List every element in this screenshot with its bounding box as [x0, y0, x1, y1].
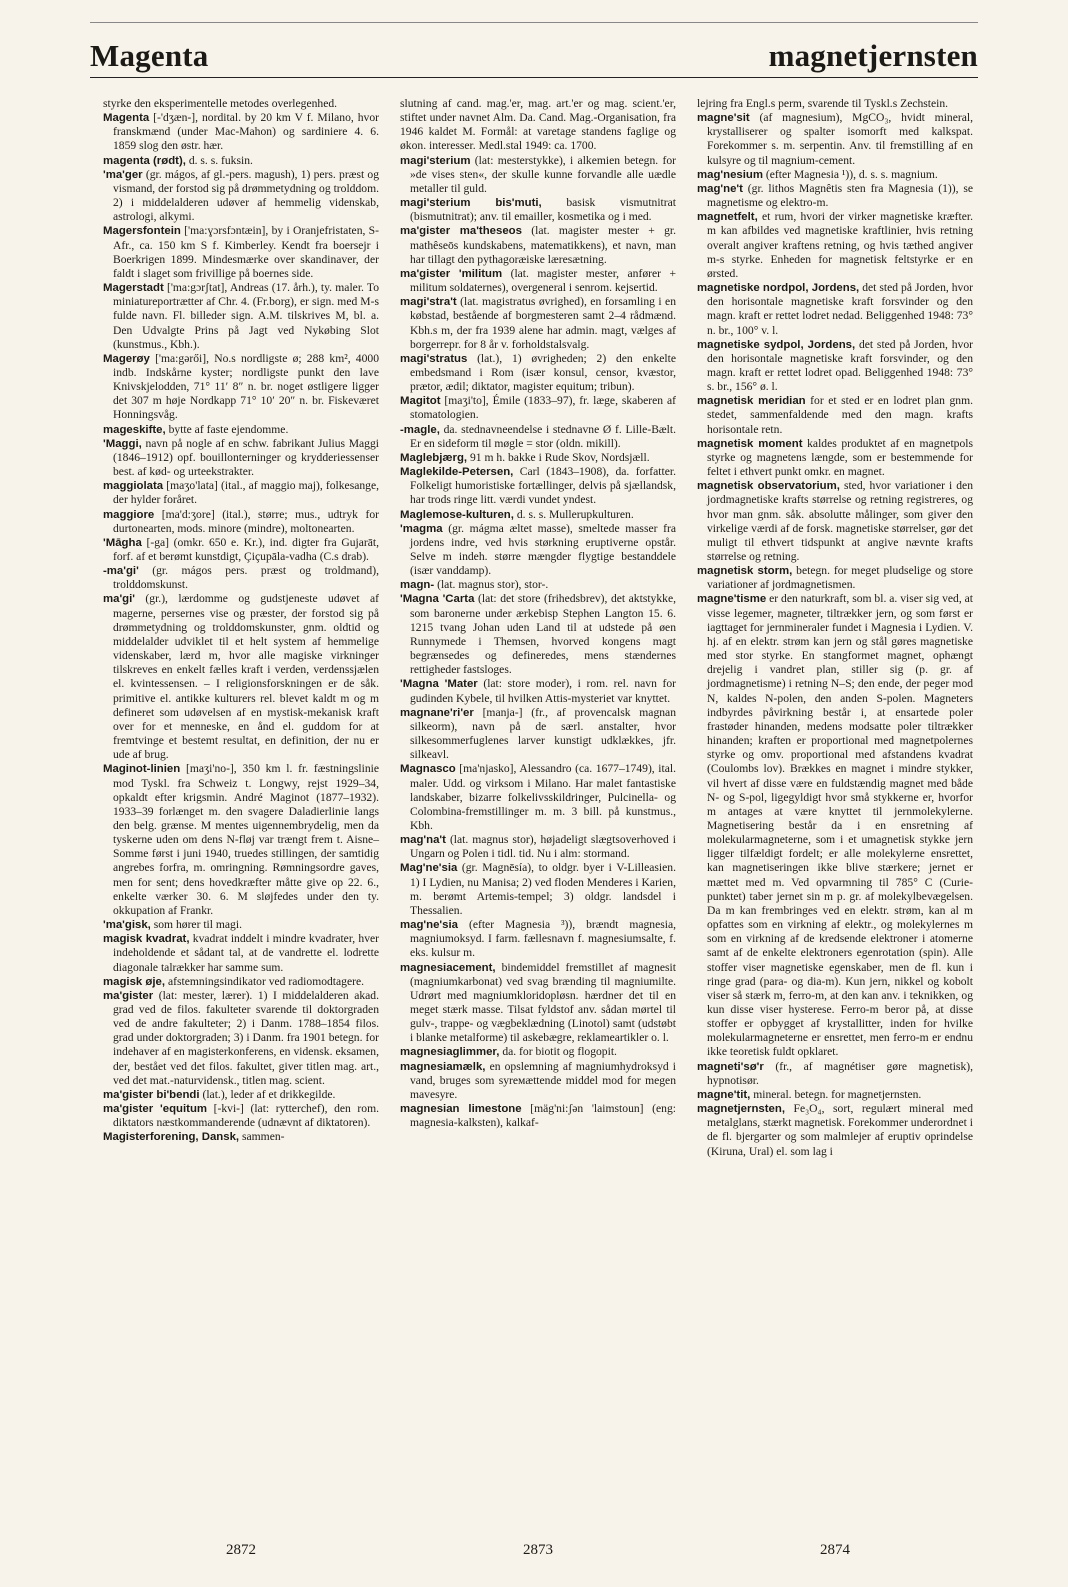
- entry-text: lejring fra Engl.s perm, svarende til Tyskl.s Zechstein.: [697, 97, 949, 110]
- dictionary-entry: [103, 97, 379, 111]
- dictionary-entry: [400, 394, 676, 422]
- dictionary-entry: [400, 762, 676, 833]
- dictionary-entry: [400, 295, 676, 352]
- page-number-middle: 2873: [523, 1542, 553, 1558]
- column-right: [697, 97, 973, 1159]
- entry-text: d. s. s. fuksin.: [188, 153, 253, 167]
- entry-headword: 'Magna 'Carta: [400, 593, 475, 606]
- dictionary-entry: [400, 578, 676, 592]
- entry-text: afstemningsindikator ved radiomodtagere.: [167, 974, 365, 988]
- entry-headword: magnesiaglimmer,: [400, 1046, 500, 1059]
- entry-text: (gr. lithos Magnêtis sten fra Magnesia (1)), se magnetisme og elektro-m.: [707, 181, 973, 210]
- dictionary-entry: [103, 1088, 379, 1102]
- entry-headword: ma'gister 'militum: [400, 267, 503, 280]
- dictionary-entry: [103, 437, 379, 479]
- dictionary-entry: [103, 932, 379, 974]
- dictionary-entry: [103, 564, 379, 592]
- entry-headword: maggiore: [103, 508, 155, 521]
- entry-text: (gr.), lærdomme og gudstjeneste udøvet af magerne, persernes vise og præster, der forstod sig på drømmetydning og trolddomskunster, gnm. oldtid og middelalder udviklet til et helt system af hemmelige videnskaber, lærd m, hvor alle magiske virkninger tilskreves en enkelt fælles kraft i verden, verdenssjælen el. kvintessensen. – I religionsforskningen er de såk. primitive el. antikke kulturers rel. blevet kaldt m og m defineret som udøvelsen af en mystisk-mekanisk kraft over for et menneske, en ånd el. guddom for at fremtvinge et bestemt resultat, en definition, der nu er ude af brug.: [113, 592, 379, 762]
- dictionary-entry: [103, 168, 379, 225]
- dictionary-entry: [400, 1045, 676, 1059]
- entry-text: [mäg'ni:ʃən 'laimstoun] (eng: magnesia-kalksten), kalkaf-: [410, 1102, 676, 1130]
- entry-text: ['ma:gɔrʃtat], Andreas (17. årh.), ty. maler. To miniatureportrætter af Chr. 4. (Fr.borg), er sign. med M-s fulde navn. Fl. billeder sign. A.M. tilskrives M, bl. a. Den Udvalgte Prins på Jagt ved Nykøbing Slot (kunstmus., Kbh.).: [113, 281, 379, 351]
- header-left-guide-word: Magenta: [90, 38, 209, 73]
- entry-headword: magi'stra't: [400, 296, 457, 309]
- entry-headword: magisk øje,: [103, 975, 166, 988]
- entry-text: navn på nogle af en schw. fabrikant Julius Maggi (1846–1912) opf. bouillonterninger og krydderiessenser best. af kød- og urteekstrakter.: [113, 436, 379, 479]
- entry-headword: magnetisk moment: [697, 437, 803, 450]
- entry-headword: Magitot: [400, 395, 441, 408]
- entry-headword: magnesian limestone: [400, 1103, 522, 1116]
- dictionary-entry: [400, 592, 676, 677]
- entry-text: (lat. magnus stor), stor-.: [437, 578, 549, 592]
- dictionary-entry: [697, 182, 973, 210]
- running-header: [90, 38, 978, 74]
- entry-headword: Mag'ne'sia: [400, 862, 458, 875]
- dictionary-entry: [400, 961, 676, 1046]
- dictionary-entry: [400, 97, 676, 154]
- dictionary-entry: [400, 706, 676, 763]
- entry-text: (lat.), 1) øvrigheden; 2) den enkelte embedsmand i Rom (især konsul, censor, kvæstor, prætor, ædil; diktator, magister equitum; tribun).: [410, 351, 676, 394]
- dictionary-entry: [697, 1102, 973, 1159]
- entry-text: (lat: store moder), i rom. rel. navn for gudinden Kybele, til hvilken Attis-mysteriet var knyttet.: [410, 677, 676, 705]
- entry-headword: mageskifte,: [103, 423, 166, 436]
- entry-text: et rum, hvori der virker magnetiske kræfter. m kan afbildes ved magnetiske kraftlinier, hvis retning overalt angiver kraftens retning, og hvis tæthed angiver m-s styrke. Enheden for magnetisk feltstyrke er en ørsted.: [707, 210, 974, 280]
- entry-headword: mag'ne't: [697, 182, 743, 195]
- dictionary-entry: [103, 479, 379, 507]
- entry-text: Fe₃O₄, sort, regulært mineral med metalglans, stærkt magnetisk. Forekommer underordnet i de fl. bjergarter og som malmlejer af eruptiv oprindelse (Kiruna, Ural) el. som lag i: [707, 1102, 973, 1158]
- dictionary-entry: [103, 762, 379, 918]
- entry-text: ['ma:ɣɔrsfɔntæin], by i Oranjefristaten, S-Afr., ca. 150 km S f. Kimberley. Kendt fra boersejr i Boerkrigen 1899. Mindesmærke over skandinaver, der faldt i slaget som frivillige på boernes side.: [113, 224, 379, 280]
- entry-headword: 'ma'ger: [103, 168, 143, 181]
- entry-headword: magnetiske sydpol, Jordens,: [697, 338, 856, 351]
- entry-headword: -magle,: [400, 423, 440, 436]
- entry-text: (lat: det store (frihedsbrev), det aktstykke, som baronerne under ærkebisp Stephen Langton 15. 6. 1215 tvang Johan uden Land til at udstede på øen Runnymede i Themsen, hvorved kongens magt begrænsedes og defineredes, mens stændernes rettigheder fastsloges.: [410, 592, 676, 677]
- entry-text: som hører til magi.: [153, 918, 242, 932]
- entry-text: bytte af faste ejendomme.: [168, 422, 289, 436]
- entry-text: (efter Magnesia ¹)), d. s. s. magnium.: [765, 167, 938, 181]
- dictionary-entry: [103, 1102, 379, 1130]
- dictionary-entry: [103, 975, 379, 989]
- dictionary-entry: [103, 281, 379, 352]
- entry-headword: magne'tit,: [697, 1088, 751, 1101]
- dictionary-entry: [697, 394, 973, 436]
- dictionary-entry: [697, 210, 973, 281]
- entry-headword: ma'gister bi'bendi: [103, 1088, 200, 1101]
- dictionary-entry: [103, 111, 379, 153]
- entry-headword: magnetjernsten,: [697, 1103, 785, 1116]
- dictionary-entry: [400, 833, 676, 861]
- entry-text: kvadrat inddelt i mindre kvadrater, hver indeholdende et sådant tal, at de vandrette el. lodrette diagonale talrækker har samme sum.: [113, 932, 380, 974]
- columns: [103, 97, 973, 1159]
- entry-headword: magi'sterium: [400, 154, 471, 167]
- column-left: [103, 97, 379, 1159]
- entry-headword: magnetisk storm,: [697, 565, 793, 578]
- entry-text: bindemiddel fremstillet af magnesit (magniumkarbonat) ved svag brænding til magniumilte. Udrørt med magniumkloridopløsn. hærdner det til en meget stærk masse. Tilsat fyldstof anv. sådan mørtel til gulv-, trappe- og vægbeklædning (Linotol) samt (udstøbt i blanke metalforme) til askebægre, reklameartikler o. l.: [410, 960, 676, 1045]
- entry-text: (lat. magistratus øvrighed), en forsamling i en købstad, bestående af borgmesteren samt 2–4 rådmænd. Kbh.s m, der fra 1939 alene har admin. magt, vælges af borgerrepr. for 8 år v. forholdstalsvalg.: [410, 295, 677, 351]
- dictionary-entry: [697, 338, 973, 395]
- dictionary-entry: [400, 352, 676, 394]
- entry-headword: Magenta: [103, 112, 150, 125]
- entry-text: da. for biotit og flogopit.: [502, 1045, 617, 1059]
- dictionary-entry: [697, 168, 973, 182]
- entry-headword: Magisterforening, Dansk,: [103, 1131, 240, 1144]
- entry-text: [-kvi-] (lat: rytterchef), den rom. diktators næstkommanderende (udnævnt af diktatoren).: [113, 1102, 379, 1130]
- dictionary-entry: [103, 508, 379, 536]
- dictionary-entry: [697, 97, 973, 111]
- entry-headword: Maglemose-kulturen,: [400, 508, 514, 521]
- dictionary-entry: [697, 111, 973, 168]
- entry-headword: Maglekilde-Petersen,: [400, 466, 514, 479]
- entry-text: en opslemning af magniumhydroksyd i vand, bruges som syreмættende middel mod for megen mavesyre.: [410, 1059, 676, 1101]
- dictionary-entry: [400, 677, 676, 705]
- dictionary-entry: [400, 861, 676, 918]
- entry-text: (gr. Magnēsía), to oldgr. byer i V-Lilleasien. 1) I Lydien, nu Manisa; 2) ved floden Menderes i Karien, m. berømt Artemis-tempel; 3) oldgr. landsdel i Thessalien.: [410, 861, 676, 917]
- dictionary-entry: [400, 423, 676, 451]
- entry-text: d. s. s. Mullerupkulturen.: [516, 507, 634, 521]
- dictionary-entry: [697, 592, 973, 1059]
- entry-headword: Magersfontein: [103, 225, 181, 238]
- entry-headword: mag'nesium: [697, 168, 764, 181]
- dictionary-entry: [400, 224, 676, 266]
- dictionary-entry: [103, 536, 379, 564]
- entry-text: [maʒi'no-], 350 km l. fr. fæstningslinie mod Tyskl. fra Schweiz t. Longwy, rejst 1929–34, opkaldt efter krigsmin. André Maginot (1877–1932). 1933–39 forlænget m. den svagere Daladierlinie langs den belg. grænse. M mentes uigennembrydelig, men da tyskerne uden om dens N-fløj var trængt frem t. Aisne–Somme først i juni 1940, truedes stillingen, der samtidig angrebes forfra, m. omringning. Rømningsordre gaves, men for sent; dens hovedkræfter måtte give op 22. 6., enkelte værker 30. 6. M sløjfedes under den ty. okkupation af Frankr.: [113, 762, 379, 917]
- dictionary-entry: [103, 1130, 379, 1144]
- entry-headword: magn-: [400, 579, 435, 592]
- dictionary-entry: [697, 1088, 973, 1102]
- entry-headword: 'magma: [400, 522, 443, 535]
- entry-text: styrke den eksperimentelle metodes overlegenhed.: [103, 97, 338, 110]
- entry-text: 91 m h. bakke i Rude Skov, Nordsjæll.: [470, 450, 650, 464]
- dictionary-entry: [400, 451, 676, 465]
- entry-text: (efter Magnesia ³)), brændt magnesia, magniumoksyd. I farm. fællesnavn f. magnesiumsalte, f. eks. kulsur m.: [410, 918, 676, 960]
- entry-headword: magi'stratus: [400, 352, 468, 365]
- dictionary-entry: [400, 508, 676, 522]
- entry-text: (lat. magister mester + gr. mathêseōs kundskabens, matematikkens), et navn, man har tillagt den pythagoræiske læresætning.: [410, 224, 676, 266]
- entry-text: Carl (1843–1908), da. forfatter. Folkeligt humoristiske fortællinger, delvis på sjællandsk, har trods ringe litt. værdi vundet yndest.: [410, 465, 676, 507]
- entry-headword: 'Magna 'Mater: [400, 678, 478, 691]
- entry-headword: magisk kvadrat,: [103, 933, 190, 946]
- entry-text: det sted på Jorden, hvor den horisontale magnetiske kraft forsvinder og den magn. kraft er rettet lodret nedad. Beliggenhed 1948: 73° n. br., 100° v. l.: [707, 281, 974, 337]
- entry-headword: 'ma'gisk,: [103, 919, 151, 932]
- entry-headword: 'Maggi,: [103, 437, 142, 450]
- entry-text: (gr. mágma æltet masse), smeltede masser fra jordens indre, ved hvis størkning eruptiverne opstår. Selve m indeh. større mængder flygtige bestanddele (især vanddamp).: [410, 521, 676, 578]
- entry-headword: ma'gister ma'theseos: [400, 225, 522, 238]
- entry-text: er den naturkraft, som bl. a. viser sig ved, at visse legemer, magneter, tiltrækker jern, og som først er iagttaget for jernmineraler fundet i Magnesia i Lydien. V. hj. af en elektr. strøm kan jern og stål gøres magnetiske med stor styrke. En stangformet magnet, ophængt drejelig i vandret plan, stiller sig (p. gr. af jordmagnetisme) i retning N–S; den ende, der peger mod N, kaldes N-polen, den anden S-polen. Magneters indbyrdes påvirkning består i, at ensartede poler frastøder hinanden, medens modsatte poler tiltrækker hinanden; kraften er proportional med magnetpolernes styrke og omv. proportional med afstandens kvadrat (Coulombs lov). Brækkes en magnet i mindre stykker, vil hvert af disse være en fuldstændig magnet med både N- og S-pol, ligegyldigt hvor små stykkerne er, hvorfor m antages at være knyttet til jernmolekylerne. Magnetisering består da i en ensretning af molekularmagneterne, som i et umagnetisk stykke jern ligger tilfældigt fordelt; er alle molekylerne ensrettet, kan magnetiseringen ikke blive stærkere; jernet er mættet med m. Ved opvarmning til 785° C (Curie-punktet) taber jernet sin m p. gr. af molekylbevægelsen. Da m kan frembringes ved en elektr. strøm, kan al m opfattes som en virkning af elektr., og molekylernes m som en virkning af de kredsende elektroner i atomerne samt af de enkelte elektroners egenrotation (spin). Alle stoffer viser magnetiske egenskaber, men de fl. kun i ringe grad (para- og dia-m). Kun jern, nikkel og kobolt viser så stærk m, ferro-m, at den kan anv. i teknikken, og kun disse viser hysterese. Ferro-m beror på, at disse stoffer er opbygget af krystallitter, inden for hvilke molekularmagneterne er ensrettet, men ferro-m er endnu ikke teoretisk fuldt opklaret.: [707, 592, 974, 1059]
- entry-text: for et sted er en lodret plan gnm. stedet, sammenfaldende med den magn. krafts horisontale retn.: [707, 394, 973, 436]
- dictionary-entry: [400, 267, 676, 295]
- entry-headword: magnesiacement,: [400, 961, 496, 974]
- entry-headword: Magerstadt: [103, 282, 164, 295]
- entry-text: (lat: mester, lærer). 1) I middelalderen akad. grad ved de filos. fakulteter svarende til doktorgraden ved de andre fakulteter; 2) i Danm. 1788–1854 filos. grad under doktorgraden; 3) i Danm. fra 1901 betegn. for indehaver af en magisterkonferens, en vidensk. eksamen, der, bestået ved det filos. fakultet, giver titlen mag. art., ved det mat.-naturvidensk., titlen mag. scient.: [113, 988, 379, 1087]
- entry-headword: magnane'ri'er: [400, 706, 474, 719]
- dictionary-entry: [697, 437, 973, 479]
- entry-text: (fr., af magnétiser gøre magnetisk), hypnotisør.: [707, 1059, 973, 1087]
- entry-text: (af magnesium), MgCO₃, hvidt mineral, krystalliserer og spalter isomorft med kalkspat. Forekommer s. m. serpentin. Anv. til fremstilling af en kulsyre og til magnium-cement.: [707, 111, 973, 167]
- dictionary-entry: [697, 564, 973, 592]
- entry-text: [-ga] (omkr. 650 e. Kr.), ind. digter fra Gujarāt, forf. af et berømt kunstdigt, Çiçupāla-vadha (C.s drab).: [113, 535, 379, 563]
- entry-headword: Maglebjærg,: [400, 451, 468, 464]
- entry-text: (gr. mágos pers. præst og troldmand), trolddomskunst.: [113, 564, 379, 592]
- dictionary-entry: [103, 154, 379, 168]
- dictionary-entry: [400, 522, 676, 579]
- entry-headword: Maginot-linien: [103, 763, 181, 776]
- dictionary-entry: [103, 989, 379, 1088]
- dictionary-entry: [103, 224, 379, 281]
- entry-text: [ma'd:ʒore] (ital.), større; mus., udtryk for durtonearten, mods. minore (mindre), moltonearten.: [113, 507, 379, 535]
- entry-headword: mag'na't: [400, 834, 446, 847]
- dictionary-entry: [400, 1102, 676, 1130]
- page-number-right: 2874: [820, 1542, 850, 1558]
- page-numbers: [103, 1542, 973, 1559]
- entry-headword: ma'gister: [103, 989, 154, 1002]
- entry-text: (lat: mesterstykke), i alkemien betegn. for »de vises sten«, der skulle kunne forvandle alle uædle metaller til guld.: [410, 153, 676, 195]
- entry-headword: ma'gi': [103, 593, 136, 606]
- entry-text: (lat. magnus stor), højadeligt slægtsoverhoved i Ungarn og Polen i tidl. tid. Nu i alm: stormand.: [410, 833, 676, 861]
- entry-headword: -ma'gi': [103, 565, 139, 578]
- entry-headword: Magerøy: [103, 352, 150, 365]
- column-middle: [400, 97, 676, 1159]
- dictionary-entry: [697, 281, 973, 338]
- entry-headword: magnetisk observatorium,: [697, 480, 840, 493]
- entry-headword: Magnasco: [400, 763, 456, 776]
- top-rule: [90, 22, 978, 23]
- entry-text: da. stednavneendelse i stednavne Ø f. Lille-Bælt. Er en sideform til møgle = stor (oldn. mikill).: [410, 422, 676, 450]
- dictionary-entry: [400, 465, 676, 507]
- entry-text: sted, hvor variationer i den jordmagnetiske krafts størrelse og retning registreres, og hvor man gnm. såk. absolutte målinger, som giver den virkelige værdi af de forsk. magnetiske størrelser, gør det muligt til ethvert tidspunkt at angive nævnte krafts størrelse og retning.: [707, 479, 973, 563]
- entry-headword: magnesiamælk,: [400, 1060, 486, 1073]
- entry-headword: mag'ne'sia: [400, 919, 458, 932]
- dictionary-entry: [103, 918, 379, 932]
- dictionary-entry: [697, 1060, 973, 1088]
- entry-text: ['ma:gərői], No.s nordligste ø; 288 km², 4000 indb. Indskårne kyster; nordligste punkt den lave Knivskjelodden, 71° 11′ 8″ n. br. noget østligere ligger det 307 m høje Nordkapp 71° 10′ 20″ n. br. Fiskeværet Honningsvåg.: [113, 351, 379, 422]
- page-number-left: 2872: [226, 1542, 256, 1558]
- entry-headword: magenta (rødt),: [103, 154, 186, 167]
- entry-headword: ma'gister 'equitum: [103, 1103, 208, 1116]
- entry-text: sammen-: [242, 1130, 285, 1144]
- entry-text: kaldes produktet af en magnetpols styrke og magnetens længde, som er bestemmende for feltet i ethvert punkt omkr. en magnet.: [707, 436, 973, 479]
- entry-text: [ma'njasko], Alessandro (ca. 1677–1749), ital. maler. Udd. og virksom i Milano. Har malet fantastiske landskaber, bizarre folkelivsskildringer, Pulcinella- og Colombina-fremstillinger m. m. 3 bill. på kunstmus., Kbh.: [410, 762, 676, 832]
- dictionary-entry: [103, 592, 379, 762]
- entry-text: (gr. mágos, af gl.-pers. magush), 1) pers. præst og vismand, der forstod sig på drømmetydning og trolddom. 2) i middelalderen udøver af hemmelig videnskab, astrologi, alkymi.: [113, 167, 379, 224]
- entry-text: [-'dʒæn-], nordital. by 20 km V f. Milano, hvor franskmænd (under Mac-Mahon) og sardiniere 4. 6. 1859 slog den østr. hær.: [113, 111, 379, 153]
- entry-headword: magnetiske nordpol, Jordens,: [697, 282, 860, 295]
- entry-headword: 'Māgha: [103, 536, 142, 549]
- entry-headword: magneti'sø'r: [697, 1060, 764, 1073]
- dictionary-entry: [400, 154, 676, 196]
- entry-text: det sted på Jorden, hvor den horisontale magnetiske kraft forsvinder, og den magn. kraft er rettet lodret opad. Beliggenhed 1948: 73° s. br., 156° ø. l.: [707, 337, 974, 394]
- dictionary-entry: [697, 479, 973, 564]
- entry-text: mineral. betegn. for magnetjernsten.: [753, 1087, 922, 1101]
- entry-text: basisk vismutnitrat (bismutnitrat); anv. til emailler, kosmetika og i med.: [410, 196, 677, 224]
- entry-text: [maʒo'lata] (ital., af maggio maj), folkesange, der hylder foråret.: [113, 479, 380, 507]
- dictionary-entry: [103, 423, 379, 437]
- entry-text: slutning af cand. mag.'er, mag. art.'er og mag. scient.'er, stiftet under navnet Alm. Da. Cand. Mag.-Organisation, fra 1946 kaldet M. Formål: at varetage standens faglige og økon. interesser. Medl.stal 1949: ca. 1700.: [400, 97, 676, 153]
- entry-headword: magne'tisme: [697, 593, 767, 606]
- entry-headword: magi'sterium bis'muti,: [400, 197, 542, 210]
- entry-headword: maggiolata: [103, 480, 164, 493]
- dictionary-entry: [400, 1060, 676, 1102]
- header-rule: [90, 77, 978, 78]
- header-right-guide-word: magnetjernsten: [768, 38, 978, 73]
- entry-text: (lat.), leder af et drikkegilde.: [202, 1087, 336, 1101]
- dictionary-entry: [400, 918, 676, 960]
- dictionary-entry: [400, 196, 676, 224]
- entry-headword: magnetisk meridian: [697, 395, 806, 408]
- entry-text: [manja-] (fr., af provencalsk magnan silkeorm), navn på de særl. anstalter, hvor silkesommerfuglenes larver kunstigt udklækkes, jfr. silkeavl.: [410, 705, 676, 762]
- entry-text: (lat. magister mester, anfører + militum soldaternes), overgeneral i senrom. kejsertid.: [410, 266, 676, 295]
- dictionary-entry: [103, 352, 379, 423]
- entry-headword: magne'sit: [697, 112, 750, 125]
- entry-text: [maʒi'to], Émile (1833–97), fr. læge, skaberen af stomatologien.: [410, 394, 676, 422]
- entry-headword: magnetfelt,: [697, 211, 758, 224]
- entry-text: betegn. for meget pludselige og store variationer af jordmagnetismen.: [707, 564, 973, 592]
